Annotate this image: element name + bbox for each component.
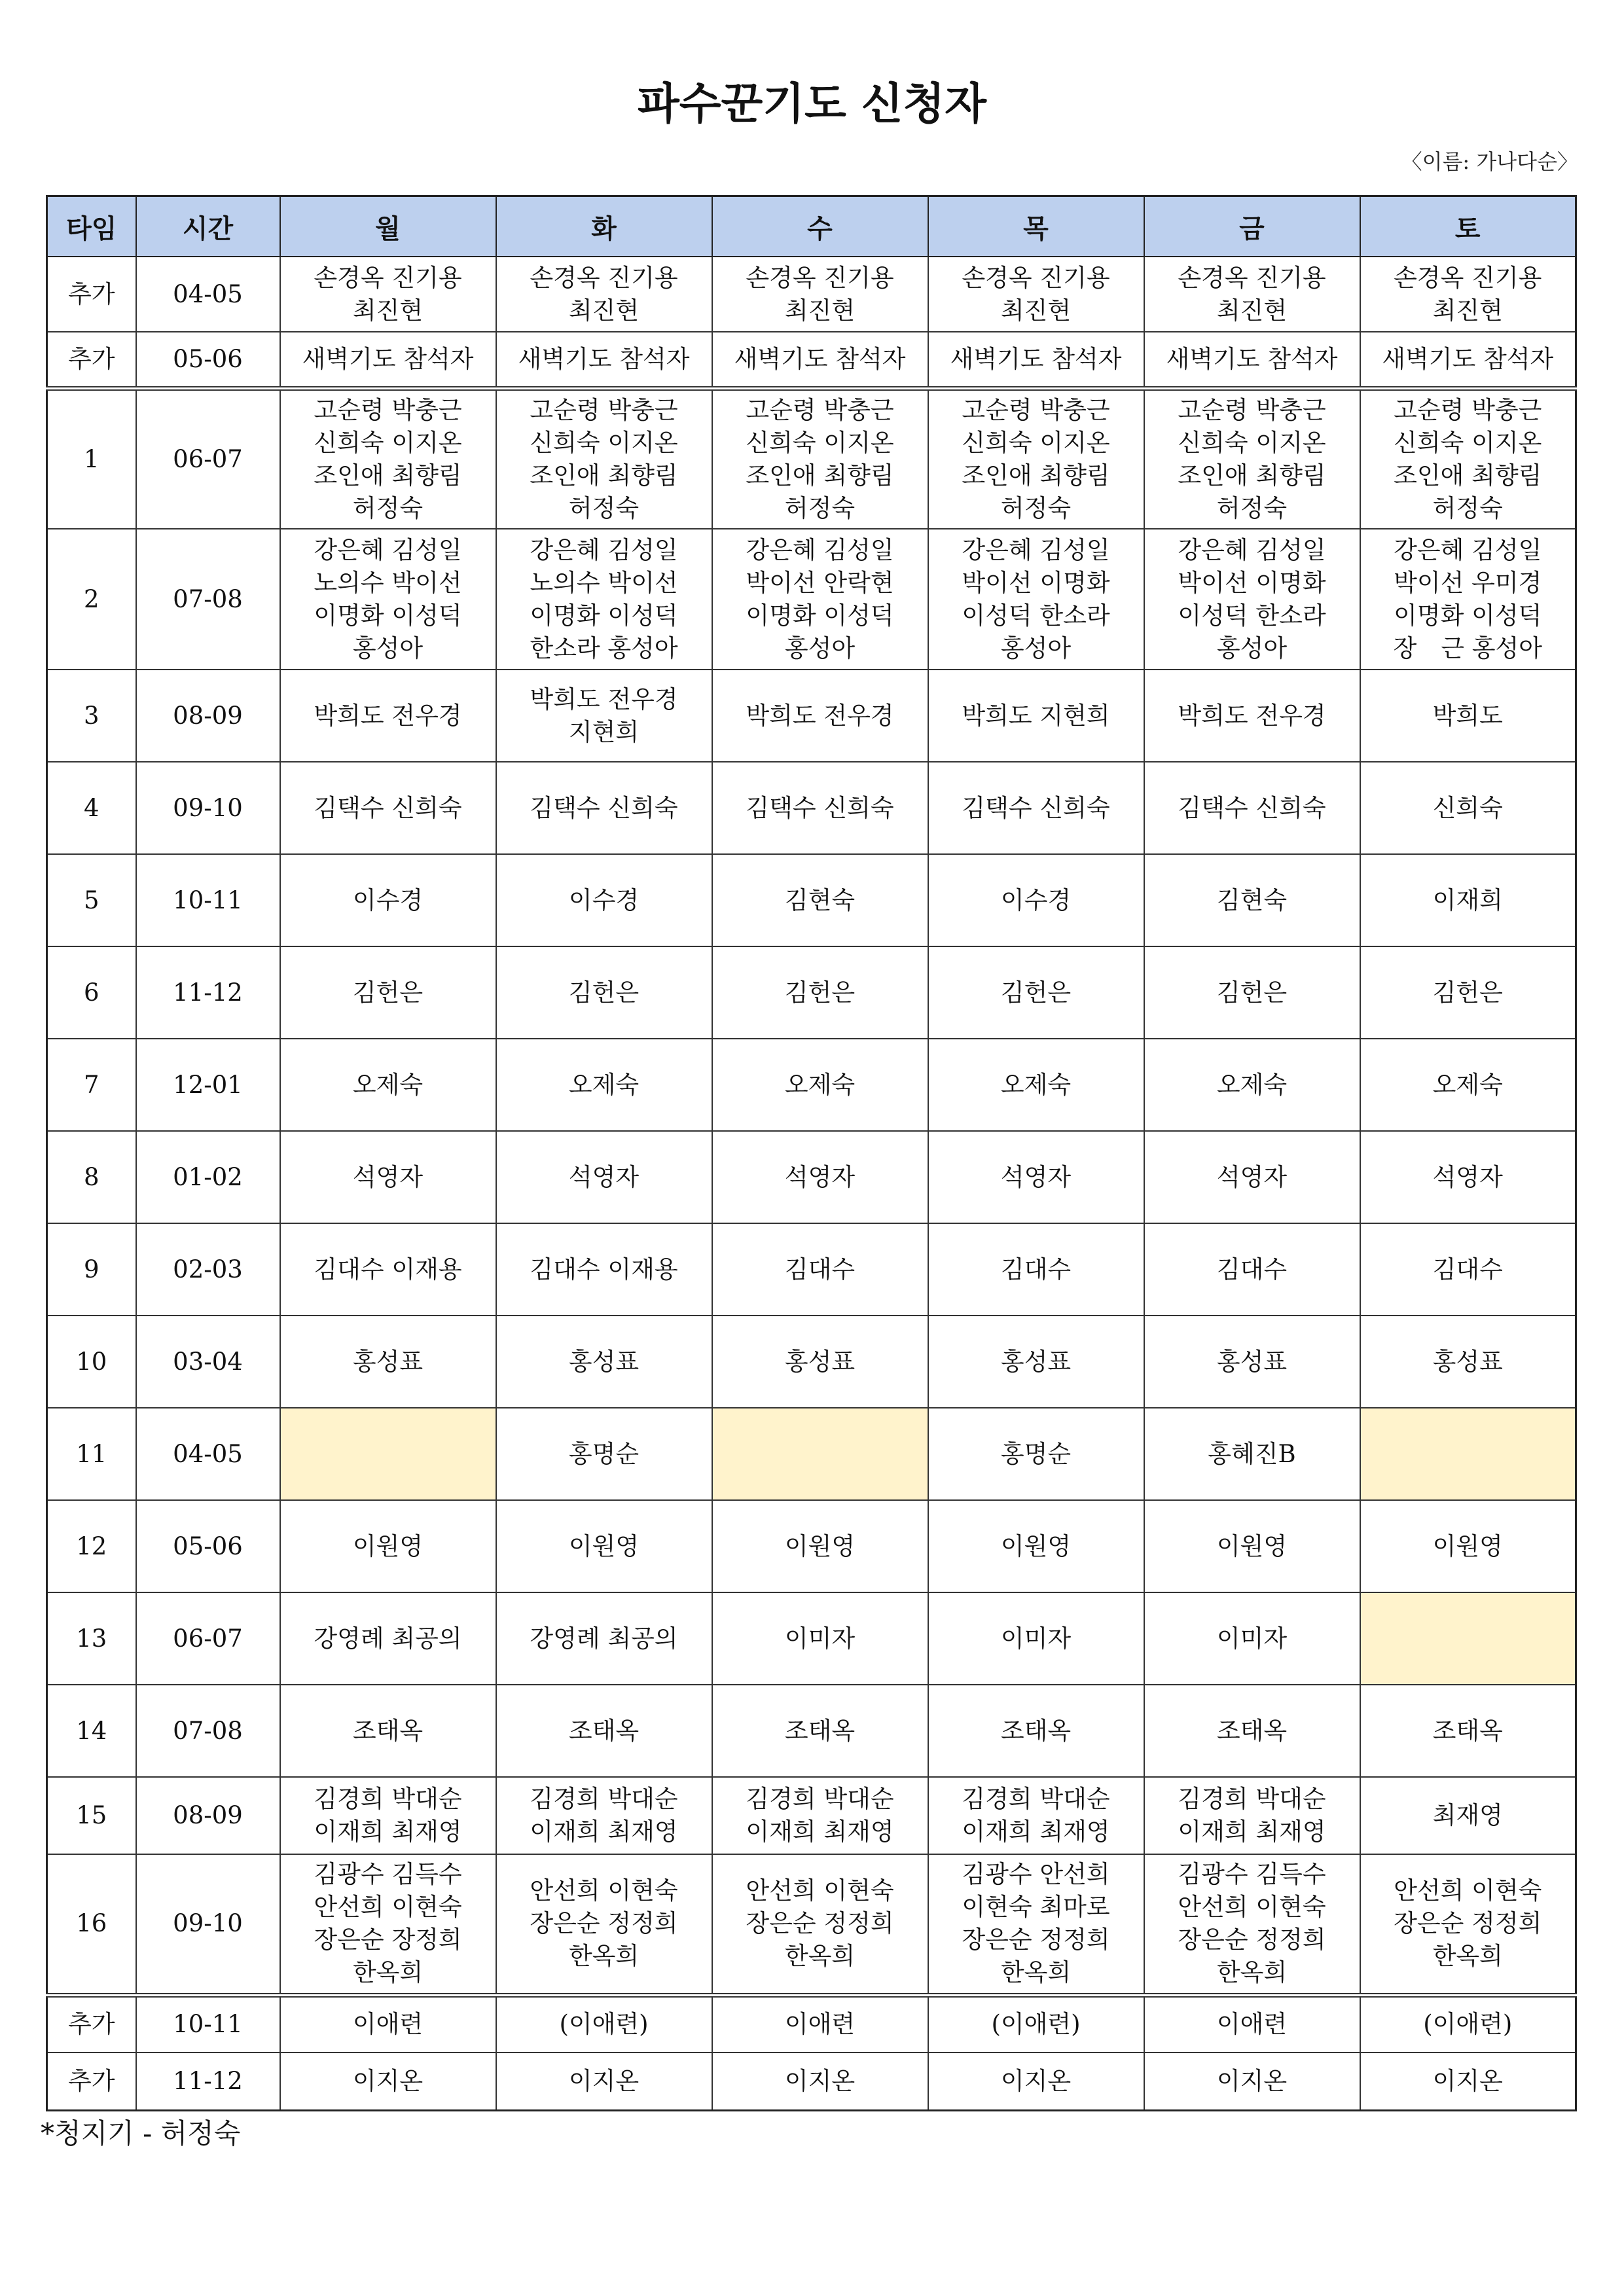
names-cell: 조태옥	[496, 1685, 712, 1777]
empty-slot-cell	[280, 1408, 496, 1500]
names-cell: 박희도 전우경	[712, 670, 928, 762]
names-cell: 강은혜 김성일 박이선 이명화 이성덕 한소라 홍성아	[1144, 529, 1360, 670]
time-range-cell: 07-08	[136, 529, 280, 670]
names-cell: 고순령 박충근 신희숙 이지온 조인애 최향림 허정숙	[1360, 388, 1576, 529]
names-cell: 석영자	[1144, 1131, 1360, 1223]
slot-number-cell: 6	[47, 946, 136, 1039]
table-row	[47, 670, 1576, 762]
names-cell: 이애련	[1144, 1995, 1360, 2053]
names-cell: 강은혜 김성일 박이선 안락현 이명화 이성덕 홍성아	[712, 529, 928, 670]
names-cell: 강은혜 김성일 노의수 박이선 이명화 이성덕 한소라 홍성아	[496, 529, 712, 670]
names-cell: 강은혜 김성일 노의수 박이선 이명화 이성덕 홍성아	[280, 529, 496, 670]
slot-number-cell: 8	[47, 1131, 136, 1223]
names-cell: 강영례 최공의	[280, 1592, 496, 1685]
names-cell: 김대수	[712, 1223, 928, 1316]
names-cell: 김대수 이재용	[496, 1223, 712, 1316]
slot-number-cell: 11	[47, 1408, 136, 1500]
names-cell: 홍명순	[928, 1408, 1144, 1500]
names-cell: 이원영	[1360, 1500, 1576, 1592]
names-cell: (이애련)	[928, 1995, 1144, 2053]
slot-number-cell: 10	[47, 1316, 136, 1408]
names-cell: 석영자	[928, 1131, 1144, 1223]
names-cell: 조태옥	[280, 1685, 496, 1777]
names-cell: 최재영	[1360, 1777, 1576, 1854]
table-row	[47, 854, 1576, 946]
names-cell: 홍성표	[280, 1316, 496, 1408]
names-cell: 오제숙	[712, 1039, 928, 1131]
slot-number-cell: 12	[47, 1500, 136, 1592]
footnote-steward: *청지기 - 허정숙	[41, 2117, 241, 2149]
names-cell: 석영자	[1360, 1131, 1576, 1223]
page-title: 파수꾼기도 신청자	[637, 79, 987, 129]
names-cell: 김대수	[1360, 1223, 1576, 1316]
slot-number-cell: 1	[47, 388, 136, 529]
names-cell: 고순령 박충근 신희숙 이지온 조인애 최향림 허정숙	[496, 388, 712, 529]
table-row	[47, 529, 1576, 670]
header-cell: 토	[1360, 196, 1576, 257]
names-cell: 김헌은	[1144, 946, 1360, 1039]
names-cell: 이수경	[496, 854, 712, 946]
time-range-cell: 03-04	[136, 1316, 280, 1408]
names-cell: 새벽기도 참석자	[496, 332, 712, 388]
header-cell: 월	[280, 196, 496, 257]
names-cell: 이미자	[712, 1592, 928, 1685]
names-cell: 이원영	[712, 1500, 928, 1592]
time-range-cell: 06-07	[136, 1592, 280, 1685]
names-cell: 고순령 박충근 신희숙 이지온 조인애 최향림 허정숙	[280, 388, 496, 529]
names-cell: 오제숙	[928, 1039, 1144, 1131]
names-cell: 안선희 이현숙 장은순 정정희 한옥희	[712, 1854, 928, 1995]
names-cell: 손경옥 진기용 최진현	[928, 257, 1144, 332]
time-range-cell: 05-06	[136, 1500, 280, 1592]
names-cell: 안선희 이현숙 장은순 정정희 한옥희	[496, 1854, 712, 1995]
names-cell: 이원영	[1144, 1500, 1360, 1592]
time-range-cell: 10-11	[136, 854, 280, 946]
table-row	[47, 1685, 1576, 1777]
names-cell: 박희도 전우경 지현희	[496, 670, 712, 762]
header-cell: 수	[712, 196, 928, 257]
table-row	[47, 1223, 1576, 1316]
names-cell: 김경희 박대순 이재희 최재영	[928, 1777, 1144, 1854]
slot-number-cell: 추가	[47, 332, 136, 388]
names-cell: 이지온	[1360, 2053, 1576, 2110]
names-cell: 홍명순	[496, 1408, 712, 1500]
names-cell: 박희도	[1360, 670, 1576, 762]
names-cell: 손경옥 진기용 최진현	[1360, 257, 1576, 332]
slot-number-cell: 추가	[47, 257, 136, 332]
names-cell: 김헌은	[496, 946, 712, 1039]
names-cell: 오제숙	[496, 1039, 712, 1131]
table-row	[47, 2053, 1576, 2110]
names-cell: 손경옥 진기용 최진현	[712, 257, 928, 332]
names-cell: 강은혜 김성일 박이선 우미경 이명화 이성덕 장 근 홍성아	[1360, 529, 1576, 670]
names-cell: 김헌은	[712, 946, 928, 1039]
time-range-cell: 07-08	[136, 1685, 280, 1777]
names-cell: 석영자	[712, 1131, 928, 1223]
table-row	[47, 1854, 1576, 1995]
names-cell: 김헌은	[928, 946, 1144, 1039]
names-cell: 김경희 박대순 이재희 최재영	[712, 1777, 928, 1854]
slot-number-cell: 9	[47, 1223, 136, 1316]
names-cell: 이미자	[1144, 1592, 1360, 1685]
time-range-cell: 01-02	[136, 1131, 280, 1223]
names-cell: 오제숙	[1144, 1039, 1360, 1131]
names-cell: 조태옥	[1360, 1685, 1576, 1777]
names-cell: 안선희 이현숙 장은순 정정희 한옥희	[1360, 1854, 1576, 1995]
names-cell: 박희도 전우경	[280, 670, 496, 762]
table-row	[47, 388, 1576, 529]
names-cell: 이지온	[712, 2053, 928, 2110]
names-cell: 이재희	[1360, 854, 1576, 946]
names-cell: 김헌은	[280, 946, 496, 1039]
names-cell: 이원영	[280, 1500, 496, 1592]
names-cell: 홍성표	[928, 1316, 1144, 1408]
slot-number-cell: 추가	[47, 2053, 136, 2110]
names-cell: 김광수 김득수 안선희 이현숙 장은순 장정희 한옥희	[280, 1854, 496, 1995]
slot-number-cell: 16	[47, 1854, 136, 1995]
prayer-schedule-table	[46, 195, 1577, 2111]
names-cell: 오제숙	[280, 1039, 496, 1131]
names-cell: 이애련	[712, 1995, 928, 2053]
empty-slot-cell	[1360, 1408, 1576, 1500]
table-row	[47, 762, 1576, 854]
time-range-cell: 04-05	[136, 257, 280, 332]
time-range-cell: 04-05	[136, 1408, 280, 1500]
names-cell: 이원영	[928, 1500, 1144, 1592]
slot-number-cell: 14	[47, 1685, 136, 1777]
header-cell: 시간	[136, 196, 280, 257]
slot-number-cell: 13	[47, 1592, 136, 1685]
time-range-cell: 11-12	[136, 2053, 280, 2110]
names-cell: 김경희 박대순 이재희 최재영	[1144, 1777, 1360, 1854]
names-cell: 새벽기도 참석자	[1360, 332, 1576, 388]
names-cell: 홍성표	[1360, 1316, 1576, 1408]
names-cell: 김택수 신희숙	[280, 762, 496, 854]
names-cell: 홍혜진B	[1144, 1408, 1360, 1500]
table-row	[47, 332, 1576, 388]
names-cell: 홍성표	[712, 1316, 928, 1408]
slot-number-cell: 4	[47, 762, 136, 854]
names-cell: 김택수 신희숙	[928, 762, 1144, 854]
names-cell: 김택수 신희숙	[1144, 762, 1360, 854]
names-cell: 조태옥	[928, 1685, 1144, 1777]
names-cell: 이지온	[928, 2053, 1144, 2110]
names-cell: 박희도 지현희	[928, 670, 1144, 762]
header-row	[47, 196, 1576, 257]
time-range-cell: 02-03	[136, 1223, 280, 1316]
table-row	[47, 1995, 1576, 2053]
names-cell: 김헌은	[1360, 946, 1576, 1039]
names-cell: 이수경	[928, 854, 1144, 946]
names-cell: 이원영	[496, 1500, 712, 1592]
time-range-cell: 09-10	[136, 762, 280, 854]
table-row	[47, 1039, 1576, 1131]
names-cell: 홍성표	[1144, 1316, 1360, 1408]
time-range-cell: 11-12	[136, 946, 280, 1039]
time-range-cell: 08-09	[136, 1777, 280, 1854]
slot-number-cell: 15	[47, 1777, 136, 1854]
names-cell: (이애련)	[1360, 1995, 1576, 2053]
table-row	[47, 1131, 1576, 1223]
names-cell: 오제숙	[1360, 1039, 1576, 1131]
names-cell: 김대수 이재용	[280, 1223, 496, 1316]
names-cell: 김택수 신희숙	[496, 762, 712, 854]
names-cell: 김경희 박대순 이재희 최재영	[496, 1777, 712, 1854]
table-row	[47, 946, 1576, 1039]
names-cell: 김택수 신희숙	[712, 762, 928, 854]
names-cell: 조태옥	[712, 1685, 928, 1777]
names-cell: 김대수	[928, 1223, 1144, 1316]
header-cell: 목	[928, 196, 1144, 257]
names-cell: 조태옥	[1144, 1685, 1360, 1777]
names-cell: 이수경	[280, 854, 496, 946]
names-cell: 이지온	[280, 2053, 496, 2110]
slot-number-cell: 2	[47, 529, 136, 670]
time-range-cell: 06-07	[136, 388, 280, 529]
header-cell: 금	[1144, 196, 1360, 257]
empty-slot-cell	[712, 1408, 928, 1500]
names-cell: 새벽기도 참석자	[712, 332, 928, 388]
names-cell: (이애련)	[496, 1995, 712, 2053]
names-cell: 고순령 박충근 신희숙 이지온 조인애 최향림 허정숙	[712, 388, 928, 529]
header-cell: 타임	[47, 196, 136, 257]
names-cell: 김광수 김득수 안선희 이현숙 장은순 정정희 한옥희	[1144, 1854, 1360, 1995]
names-cell: 고순령 박충근 신희숙 이지온 조인애 최향림 허정숙	[1144, 388, 1360, 529]
slot-number-cell: 추가	[47, 1995, 136, 2053]
names-cell: 김현숙	[1144, 854, 1360, 946]
names-cell: 이미자	[928, 1592, 1144, 1685]
table-row	[47, 257, 1576, 332]
names-cell: 강영례 최공의	[496, 1592, 712, 1685]
names-cell: 새벽기도 참석자	[280, 332, 496, 388]
names-cell: 박희도 전우경	[1144, 670, 1360, 762]
table-row	[47, 1777, 1576, 1854]
time-range-cell: 09-10	[136, 1854, 280, 1995]
names-cell: 강은혜 김성일 박이선 이명화 이성덕 한소라 홍성아	[928, 529, 1144, 670]
names-cell: 손경옥 진기용 최진현	[1144, 257, 1360, 332]
table-row	[47, 1592, 1576, 1685]
names-cell: 신희숙	[1360, 762, 1576, 854]
header-cell: 화	[496, 196, 712, 257]
slot-number-cell: 5	[47, 854, 136, 946]
slot-number-cell: 3	[47, 670, 136, 762]
names-cell: 이애련	[280, 1995, 496, 2053]
empty-slot-cell	[1360, 1592, 1576, 1685]
names-cell: 손경옥 진기용 최진현	[496, 257, 712, 332]
names-cell: 석영자	[496, 1131, 712, 1223]
names-cell: 새벽기도 참석자	[1144, 332, 1360, 388]
names-cell: 이지온	[1144, 2053, 1360, 2110]
table-row	[47, 1408, 1576, 1500]
names-cell: 김경희 박대순 이재희 최재영	[280, 1777, 496, 1854]
names-cell: 석영자	[280, 1131, 496, 1223]
names-cell: 김대수	[1144, 1223, 1360, 1316]
time-range-cell: 05-06	[136, 332, 280, 388]
names-cell: 이지온	[496, 2053, 712, 2110]
slot-number-cell: 7	[47, 1039, 136, 1131]
sort-order-note: 〈이름: 가나다순〉	[1401, 149, 1578, 174]
table-row	[47, 1500, 1576, 1592]
names-cell: 홍성표	[496, 1316, 712, 1408]
names-cell: 새벽기도 참석자	[928, 332, 1144, 388]
names-cell: 손경옥 진기용 최진현	[280, 257, 496, 332]
time-range-cell: 08-09	[136, 670, 280, 762]
time-range-cell: 12-01	[136, 1039, 280, 1131]
names-cell: 김현숙	[712, 854, 928, 946]
names-cell: 고순령 박충근 신희숙 이지온 조인애 최향림 허정숙	[928, 388, 1144, 529]
time-range-cell: 10-11	[136, 1995, 280, 2053]
table-row	[47, 1316, 1576, 1408]
names-cell: 김광수 안선희 이현숙 최마로 장은순 정정희 한옥희	[928, 1854, 1144, 1995]
